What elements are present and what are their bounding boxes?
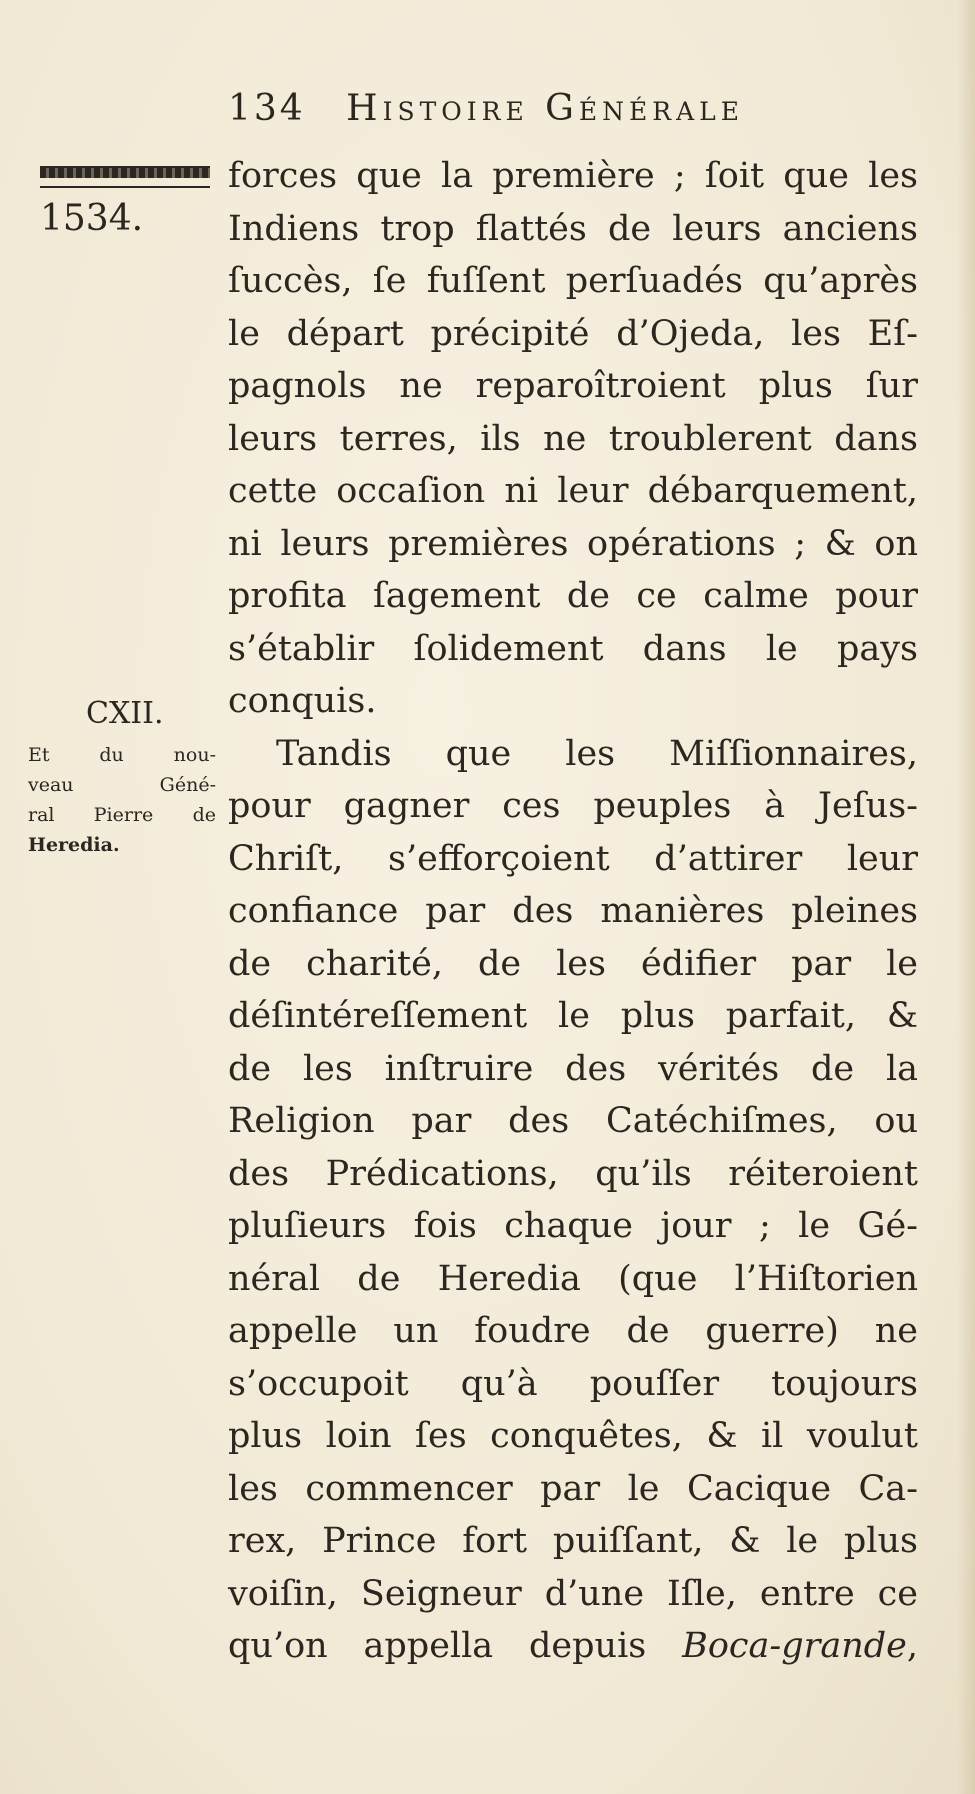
text-line: confiance par des manières pleines xyxy=(228,891,918,931)
text-line: plus loin ſes conquêtes, & il voulut xyxy=(228,1416,918,1456)
text-line: pluſieurs fois chaque jour ; le Gé- xyxy=(228,1206,918,1246)
margin-note xyxy=(28,740,216,860)
margin-note-line: Et du nou- xyxy=(28,744,216,766)
margin-note-line: ral Pierre de xyxy=(28,804,216,826)
text-line: appelle un foudre de guerre) ne xyxy=(228,1311,918,1351)
text-line: déſintéreſſement le plus parfait, & xyxy=(228,996,918,1036)
text-line: pagnols ne reparoîtroient plus ſur xyxy=(228,366,918,406)
page-number: 134 xyxy=(228,88,306,129)
ornament-underline xyxy=(40,186,210,188)
margin-note-line: Heredia. xyxy=(28,834,120,856)
text-line: s’établir ſolidement dans le pays xyxy=(228,628,918,669)
text-line: Tandis que les Miſſionnaires, xyxy=(276,733,918,774)
text-line: Religion par des Catéchiſmes, ou xyxy=(228,1101,918,1141)
text-line: profita ſagement de ce calme pour xyxy=(228,576,918,616)
text-line: s’occupoit qu’à pouſſer toujours xyxy=(228,1363,918,1404)
text-line: Indiens trop flattés de leurs anciens xyxy=(228,208,918,249)
text-line: conquis. xyxy=(228,681,377,721)
text-line: ſuccès, ſe fuſſent perſuadés qu’après xyxy=(228,261,918,301)
text-line: cette occaſion ni leur débarquement, xyxy=(228,471,918,511)
text-line-final-start: qu’on appella depuis xyxy=(228,1626,647,1666)
text-line-final xyxy=(228,1620,918,1673)
running-title: Histoire Générale xyxy=(346,88,744,129)
text-line: les commencer par le Cacique Ca- xyxy=(228,1468,918,1509)
text-line: des Prédications, qu’ils réiteroient xyxy=(228,1153,918,1194)
text-line: de charité, de les édifier par le xyxy=(228,943,918,984)
margin-year: 1534. xyxy=(40,198,144,239)
place-name-italic: Boca-grande xyxy=(682,1626,907,1666)
text-line: de les inſtruire des vérités de la xyxy=(228,1048,918,1089)
running-header xyxy=(228,88,928,129)
text-line: voiſin, Seigneur d’une Iſle, entre ce xyxy=(228,1573,918,1614)
text-line: ni leurs premières opérations ; & on xyxy=(228,523,918,564)
text-line: Chriſt, s’efforçoient d’attirer leur xyxy=(228,838,918,879)
section-number: CXII. xyxy=(86,696,164,731)
page-edge-shadow xyxy=(957,0,975,1794)
text-line-final-end: , xyxy=(906,1626,918,1666)
text-line: forces que la première ; ſoit que les xyxy=(228,156,918,196)
text-line: le départ précipité d’Ojeda, les Eſ- xyxy=(228,313,918,354)
text-line: néral de Heredia (que l’Hiſtorien xyxy=(228,1258,918,1299)
text-line: pour gagner ces peuples à Jeſus- xyxy=(228,786,918,826)
ornament-rule xyxy=(40,166,210,178)
text-line: rex, Prince fort puiſſant, & le plus xyxy=(228,1521,918,1561)
margin-note-line: veau Géné- xyxy=(28,774,216,796)
body-text xyxy=(228,150,918,1673)
text-line: leurs terres, ils ne troublerent dans xyxy=(228,418,918,459)
